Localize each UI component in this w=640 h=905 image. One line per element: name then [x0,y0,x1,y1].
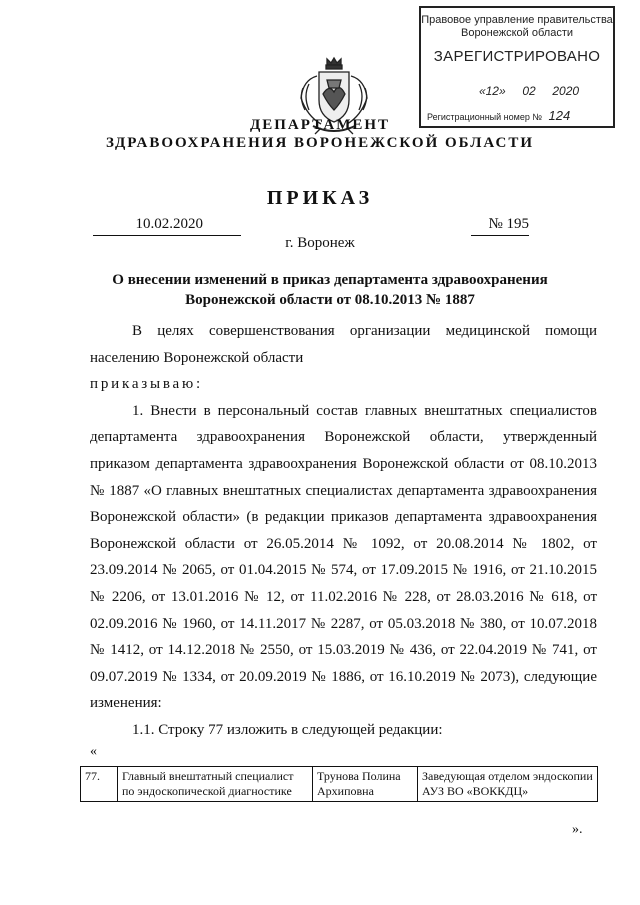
cell-job: Заведующая отделом эндоскопии АУЗ ВО «ВОККДЦ» [418,767,598,802]
cell-number: 77. [81,767,118,802]
stamp-registered: ЗАРЕГИСТРИРОВАНО [433,48,601,65]
order-title: ПРИКАЗ [266,187,374,209]
item1-1-paragraph: 1.1. Строку 77 изложить в следующей редакции: [132,721,443,738]
stamp-date: «12» 02 2020 [478,84,580,98]
subject-line2: Воронежской области от 08.10.2013 № 1887 [185,292,475,308]
registration-stamp [419,6,615,128]
cell-position: Главный внештатный специалист по эндоскопической диагностике [118,767,313,802]
department-line2: ЗДРАВООХРАНЕНИЯ ВОРОНЕЖСКОЙ ОБЛАСТИ [105,135,534,151]
stamp-line2: Воронежской области [460,27,573,39]
quote-close: ». [572,822,583,837]
stamp-date-year: 2020 [552,84,580,98]
decree-word: приказываю: [90,376,203,393]
quote-open: « [90,744,97,759]
amendment-table [80,766,598,802]
subject-line1: О внесении изменений в приказ департамента здравоохранения [112,272,548,288]
cell-name: Трунова Полина Архиповна [313,767,418,802]
table-row [81,767,598,802]
order-city: г. Воронеж [285,235,355,251]
order-number: № 195 [471,216,529,236]
order-date: 10.02.2020 [93,216,241,236]
order-body [90,318,597,744]
stamp-date-month: 02 [522,84,536,98]
stamp-date-day: 12 [485,84,499,98]
stamp-reg-number-label: Регистрационный номер № [427,112,543,122]
department-line1: ДЕПАРТАМЕНТ [249,117,391,133]
stamp-reg-number-value: 124 [548,108,571,123]
item1-paragraph: 1. Внести в персональный состав главных внештатных специалистов департамента здравоохранения Воронежской области, утвержденный приказом департамента здравоохранения Воронежской области от 08.10.2013 № 1887 «О главных внештатных специалистах департамента здравоохранения Воронежской области» (в редакции приказов департамента здравоохранения Воронежской области от 26.05.2014 № 1092, от 20.08.2014 № 1802, от 23.09.2014 № 2065, от 01.04.2015 № 574, от 17.09.2015 № 1916, от 21.10.2015 № 2206, от 13.01.2016 № 12, от 11.02.2016 № 228, от 28.03.2016 № 618, от 02.09.2016 № 1960, от 14.11.2017 № 2287, от 05.03.2018 № 380, от 10.07.2018 № 1412, от 14.12.2018 № 2550, от 15.03.2019 № 436, от 22.04.2019 № 741, от 09.07.2019 № 1334, от 20.09.2019 № 1886, от 16.10.2019 № 2073), следующие изменения: [90,402,597,712]
order-subject [90,270,570,310]
stamp-line1: Правовое управление правительства [421,14,613,26]
preamble-paragraph: В целях совершенствования организации медицинской помощи населению Воронежской области [90,323,597,366]
